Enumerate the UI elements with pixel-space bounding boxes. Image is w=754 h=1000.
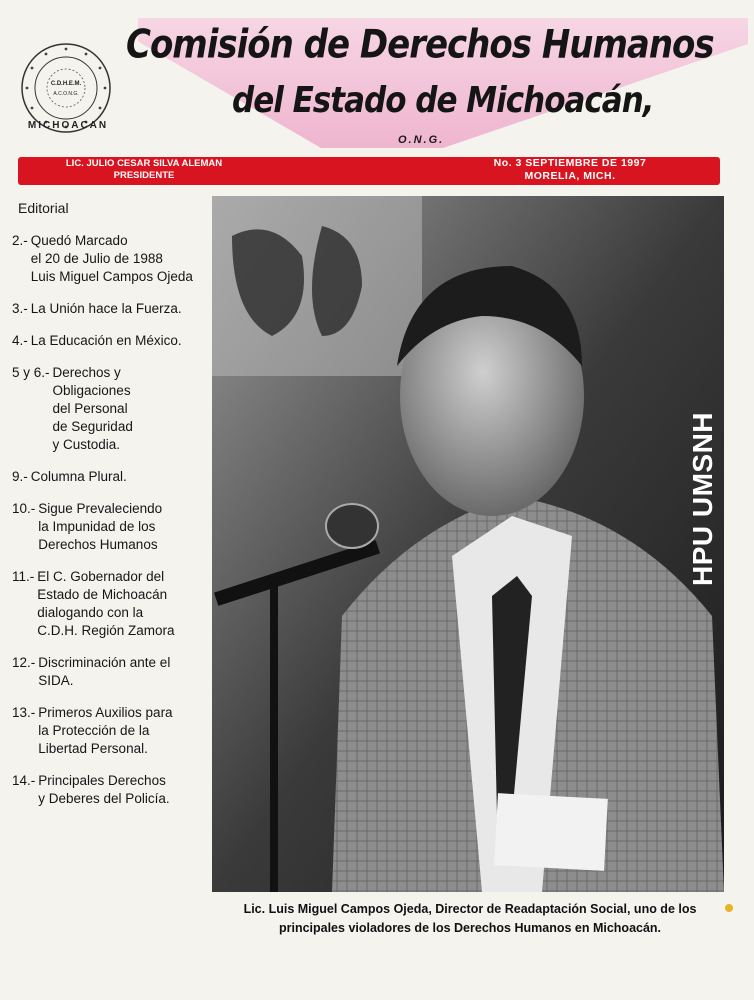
- toc-page-number: 3.-: [12, 301, 28, 316]
- toc-title: Columna Plural.: [30, 469, 127, 484]
- logo-caption: MICHOACAN: [27, 120, 109, 131]
- toc-page-number: 12.-: [12, 655, 36, 670]
- toc-item: [12, 364, 202, 454]
- archive-watermark: [668, 384, 738, 614]
- issue-location: MORELIA, MICH.: [524, 170, 616, 182]
- toc-item: [12, 568, 202, 640]
- toc-item: [12, 654, 202, 690]
- cover-photo: [212, 196, 724, 892]
- issue-block: [480, 157, 660, 183]
- toc-item: [12, 300, 202, 318]
- toc-page-number: 11.-: [12, 569, 35, 584]
- toc-item: [12, 500, 202, 554]
- president-name: LIC. JULIO CESAR SILVA ALEMAN: [65, 158, 223, 169]
- svg-text:C.D.H.E.M.: C.D.H.E.M.: [50, 81, 82, 87]
- masthead-title-line1: Comisión de Derechos Humanos: [126, 22, 714, 68]
- toc-title: La Educación en México.: [30, 333, 182, 348]
- ong-label: O.N.G.: [398, 134, 445, 146]
- toc-page-number: 10.-: [12, 501, 36, 516]
- svg-text:A.C.O.N.G.: A.C.O.N.G.: [53, 91, 79, 97]
- toc-title: Primeros Auxilios para la Protección de la Libertad Personal.: [38, 705, 173, 756]
- toc-title: Quedó Marcado el 20 de Julio de 1988 Luis Miguel Campos Ojeda: [30, 233, 193, 284]
- toc-page-number: 2.-: [12, 233, 28, 248]
- photo-caption: Lic. Luis Miguel Campos Ojeda, Director de Readaptación Social, uno de los principales violadores de los Derechos Humanos en Michoacán.: [243, 902, 697, 935]
- president-role: PRESIDENTE: [113, 170, 175, 181]
- masthead-title-line2: del Estado de Michoacán,: [232, 80, 654, 122]
- toc-page-number: 4.-: [12, 333, 28, 348]
- toc-page-number: 13.-: [12, 705, 36, 720]
- toc-page-number: 14.-: [12, 773, 36, 788]
- toc-item: [12, 232, 202, 286]
- toc-title: Sigue Prevaleciendo la Impunidad de los Derechos Humanos: [38, 501, 163, 552]
- toc-title: El C. Gobernador del Estado de Michoacán dialogando con la C.D.H. Región Zamora: [37, 569, 175, 638]
- toc-title: Principales Derechos y Deberes del Policía.: [38, 773, 170, 806]
- president-block: [44, 158, 244, 182]
- issue-number: No. 3 SEPTIEMBRE DE 1997: [493, 157, 647, 169]
- toc-page-number: 9.-: [12, 469, 28, 484]
- toc-page-number: 5 y 6.-: [12, 365, 50, 380]
- toc-title: Derechos y Obligaciones del Personal de Seguridad y Custodia.: [52, 365, 133, 452]
- yellow-dot: [725, 904, 733, 912]
- toc-item: [12, 772, 202, 808]
- toc-title: La Unión hace la Fuerza.: [30, 301, 182, 316]
- toc-item: [12, 704, 202, 758]
- table-of-contents: [12, 232, 202, 822]
- editorial-label: Editorial: [18, 200, 69, 216]
- toc-title: Discriminación ante el SIDA.: [38, 655, 171, 688]
- watermark-text: HPU UMSNH: [687, 411, 718, 587]
- toc-item: [12, 332, 202, 350]
- toc-item: [12, 468, 202, 486]
